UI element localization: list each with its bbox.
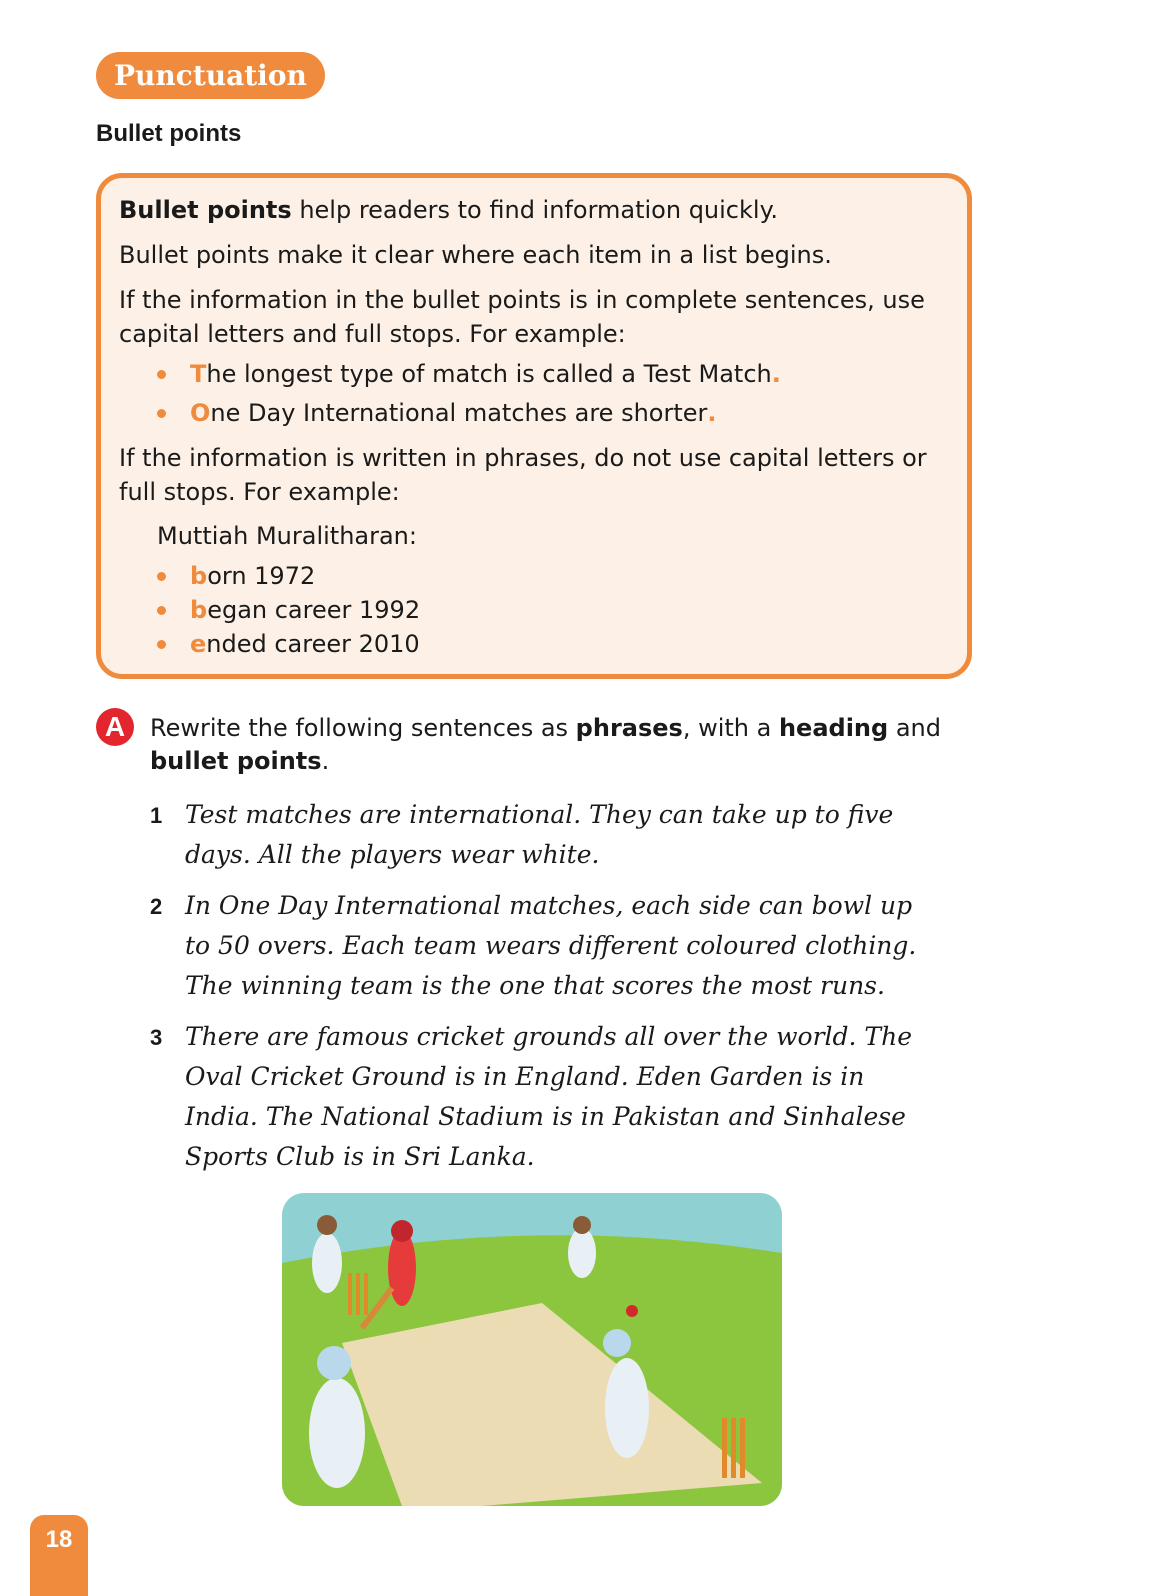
bullet-dot-icon: [157, 572, 166, 581]
phrase-bullet: e nded career 2010: [157, 627, 420, 661]
question-number: 1: [150, 803, 163, 828]
bullet-dot-icon: [157, 409, 166, 418]
bullet-dot-icon: [157, 640, 166, 649]
info-box: [96, 173, 972, 679]
bullet-dot-icon: [157, 606, 166, 615]
question-text: There are famous cricket grounds all over the world. The Oval Cricket Ground is in England. Eden Garden is in India. The National Stadium is in Pakistan and Sinhalese Sports Club is in Sri Lanka.: [185, 1022, 912, 1171]
sentence-bullet: T he longest type of match is called a Test Match .: [157, 357, 781, 391]
phrase-bullet: b orn 1972: [157, 559, 315, 593]
list-title: Muttiah Muralitharan:: [157, 522, 417, 550]
info-paragraph-4: If the information is written in phrases, do not use capital letters or full stops. For example:: [119, 444, 927, 506]
cricket-illustration: [282, 1193, 782, 1506]
info-paragraph-2: Bullet points make it clear where each item in a list begins.: [119, 241, 832, 269]
cricket-scene-icon: [282, 1193, 782, 1506]
phrase-bullet: b egan career 1992: [157, 593, 420, 627]
question-number: 2: [150, 894, 163, 919]
activity-instruction: Rewrite the following sentences as phrases, with a heading and bullet points.: [150, 714, 941, 775]
info-paragraph-1: Bullet points help readers to find information quickly.: [119, 196, 778, 224]
activity-label: A: [96, 708, 134, 746]
page-number: 18: [30, 1515, 88, 1596]
info-paragraph-3: If the information in the bullet points is in complete sentences, use capital letters and full stops. For example:: [119, 286, 925, 348]
question-text: In One Day International matches, each side can bowl up to 50 overs. Each team wears different coloured clothing. The winning team is the one that scores the most runs.: [185, 891, 917, 1000]
bullet-dot-icon: [157, 370, 166, 379]
question-text: Test matches are international. They can take up to five days. All the players wear white.: [185, 800, 894, 869]
section-tag: Punctuation: [96, 52, 325, 99]
sentence-bullet: O ne Day International matches are shorter .: [157, 396, 717, 430]
subheading: Bullet points: [96, 120, 242, 147]
question-number: 3: [150, 1025, 163, 1050]
